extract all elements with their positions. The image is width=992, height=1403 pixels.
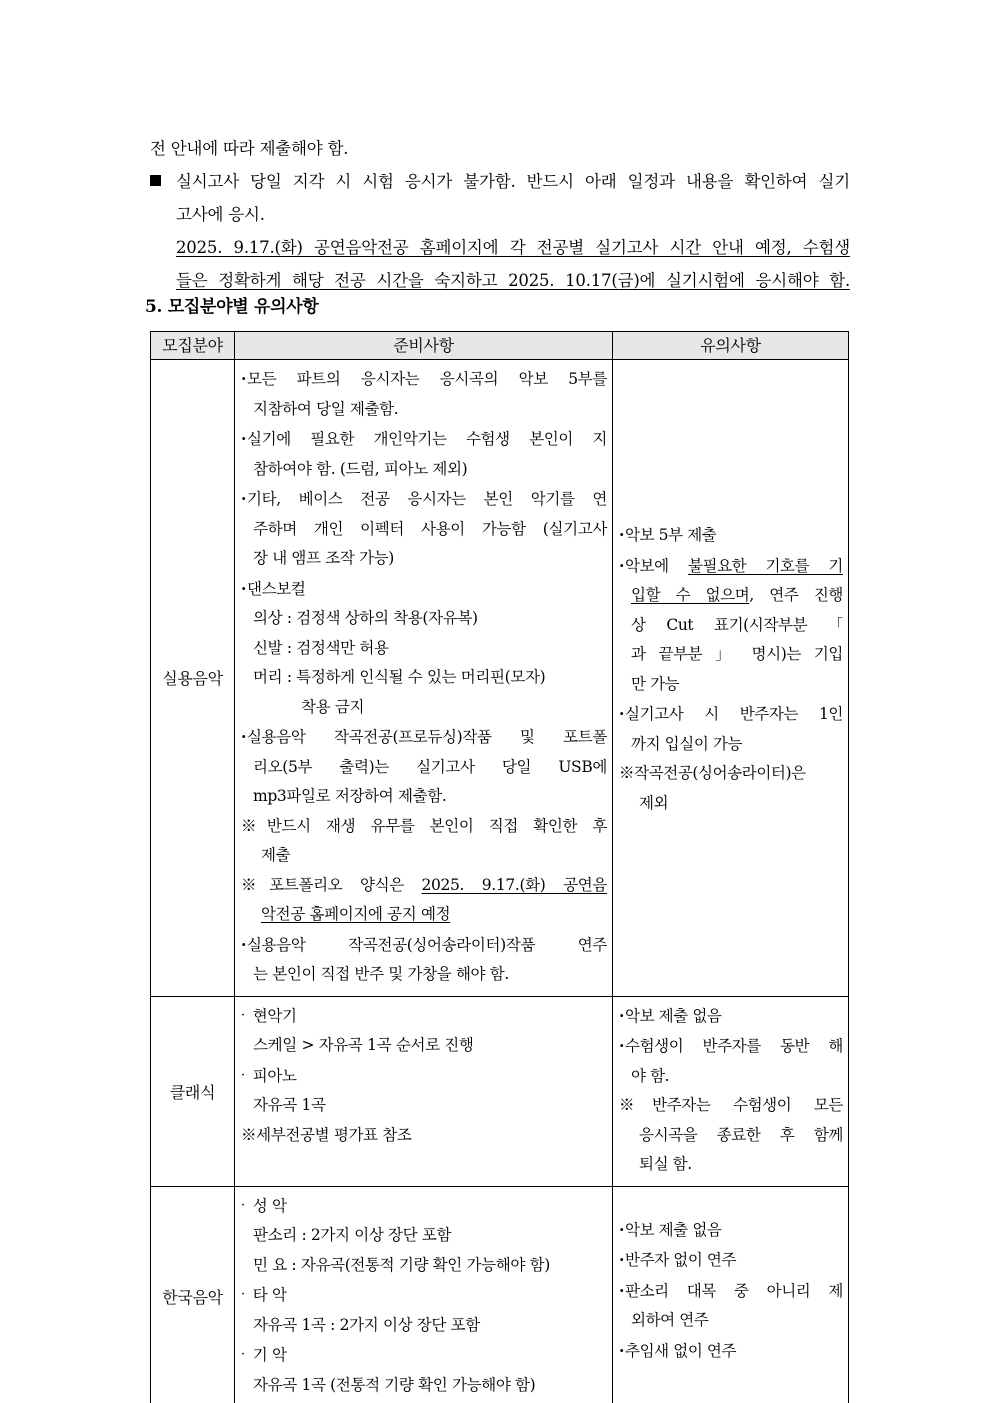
- note-0-9-line: [619, 789, 843, 819]
- note-2-1-line: [619, 1245, 843, 1276]
- note-0-7-text: 까지 입실이 가능: [631, 734, 743, 753]
- note-2-4-text: 추임새 없이 연주: [625, 1341, 737, 1360]
- prep-0-10-text: 머리 : 특정하게 인식될 수 있는 머리핀(모자): [253, 668, 546, 686]
- prep-2-6-text: 자유곡 1곡 (전통적 기량 확인 가능해야 함): [253, 1375, 536, 1394]
- note-1-3-line: [619, 1091, 843, 1121]
- prep-0-0-line: [241, 364, 607, 395]
- intro-bullet-line-1: 실시고사 당일 지각 시 시험 응시가 불가함. 반드시 아래 일정과 내용을 확인하여 실기: [176, 172, 850, 191]
- note-1-0-text: 악보 제출 없음: [625, 1006, 722, 1025]
- cell-preparation-0: [235, 360, 613, 997]
- note-0-1-text: 악보에: [625, 556, 688, 575]
- prep-0-7-line: [241, 574, 607, 605]
- prep-0-5-text: 주하며 개인 이펙터 사용이 가능함 (실기고사: [253, 519, 607, 538]
- prep-0-15-text: ※반드시 재생 유무를 본인이 직접 확인한 후: [241, 816, 607, 835]
- note-0-3-line: [619, 611, 843, 641]
- prep-2-5-text: 기 악: [252, 1346, 287, 1364]
- note-1-5-line: [619, 1150, 843, 1180]
- prep-0-20-line: [241, 960, 607, 990]
- prep-0-2-text: 실기에 필요한 개인악기는 수험생 본인이 지: [247, 430, 607, 448]
- prep-2-3-text: 타 악: [252, 1286, 287, 1304]
- prep-0-9-line: [241, 634, 607, 664]
- note-0-3-text: 상 Cut 표기(시작부분 「: [631, 615, 843, 634]
- prep-0-7-text: 댄스보컬: [247, 579, 306, 598]
- prep-0-19-line: [241, 930, 607, 961]
- note-0-8-line: [619, 759, 843, 789]
- note-1-4-text: 응시곡을 종료한 후 함께: [639, 1125, 843, 1144]
- note-0-0-text: 악보 5부 제출: [625, 526, 717, 544]
- square-bullet-icon: [150, 175, 161, 186]
- note-0-6-line: [619, 699, 843, 730]
- prep-0-6-line: [241, 544, 607, 574]
- prep-0-6-text: 장 내 앰프 조작 가능): [253, 549, 394, 567]
- note-0-8-text: ※작곡전공(싱어송라이터)은: [619, 764, 806, 782]
- prep-1-3-text: 자유곡 1곡: [253, 1096, 326, 1114]
- prep-2-1-text: 판소리 : 2가지 이상 장단 포함: [253, 1226, 452, 1244]
- prep-2-4-text: 자유곡 1곡 : 2가지 이상 장단 포함: [253, 1315, 480, 1334]
- prep-0-18-line: [241, 900, 607, 930]
- cell-field-1: 클래식: [151, 996, 235, 1186]
- prep-1-2-line: [241, 1061, 607, 1092]
- note-0-5-text: 만 가능: [631, 674, 680, 693]
- column-header-notes: 유의사항: [613, 332, 849, 360]
- prep-0-1-text: 지참하여 당일 제출함.: [253, 399, 399, 418]
- note-2-2-text: 판소리 대목 중 아니리 제: [625, 1281, 843, 1300]
- note-1-4-line: [619, 1121, 843, 1151]
- note-2-4-line: [619, 1336, 843, 1367]
- intro-underlined-line-2: 들은 정확하게 해당 전공 시간을 숙지하고 2025. 10.17(금)에 실기시험에 응시해야 함.: [176, 271, 850, 290]
- note-0-2-underlined-text: 입할 수 없으며: [631, 586, 750, 604]
- preparation-list-1: [235, 997, 612, 1157]
- intro-bullet-item: [150, 165, 850, 297]
- prep-0-13-line: [241, 753, 607, 783]
- note-0-1-underlined-text: 불필요한 기호를 기: [687, 556, 843, 575]
- section-heading: 5. 모집분야별 유의사항: [145, 297, 319, 317]
- prep-2-1-line: [241, 1221, 607, 1251]
- prep-0-11-text: 착용 금지: [301, 697, 365, 716]
- note-0-9-text: 제외: [639, 793, 669, 812]
- intro-bullet-line-2: 고사에 응시.: [176, 205, 265, 224]
- prep-1-1-line: [241, 1031, 607, 1061]
- prep-0-16-line: [241, 841, 607, 871]
- prep-1-0-line: [241, 1001, 607, 1032]
- note-0-4-text: 과 끝부분 」 명시)는 기입: [631, 645, 843, 663]
- note-2-3-text: 외하여 연주: [631, 1311, 709, 1329]
- note-1-2-line: [619, 1062, 843, 1092]
- prep-0-14-line: [241, 782, 607, 812]
- prep-0-8-line: [241, 604, 607, 634]
- note-0-1-line: [619, 551, 843, 582]
- note-0-6-text: 실기고사 시 반주자는 1인: [625, 705, 843, 723]
- prep-0-8-text: 의상 : 검정색 상하의 착용(자유복): [253, 609, 478, 627]
- preparation-list-0: [235, 360, 612, 996]
- prep-2-2-text: 민 요 : 자유곡(전통적 기량 확인 가능해야 함): [253, 1255, 550, 1274]
- prep-0-4-text: 기타, 베이스 전공 응시자는 본인 악기를 연: [247, 490, 607, 508]
- prep-2-6-line: [241, 1371, 607, 1401]
- note-2-1-text: 반주자 없이 연주: [625, 1251, 737, 1269]
- prep-2-0-text: 성 악: [252, 1196, 287, 1215]
- cell-field-2: 한국음악: [151, 1186, 235, 1403]
- prep-0-12-text: 실용음악 작곡전공(프로듀싱)작품 및 포트폴: [247, 728, 607, 746]
- column-header-preparation: 준비사항: [235, 332, 613, 360]
- prep-0-12-line: [241, 722, 607, 753]
- prep-1-4-line: [241, 1121, 607, 1151]
- preparation-list-2: [235, 1187, 612, 1403]
- prep-0-11-line: [241, 693, 607, 723]
- prep-1-1-text: 스케일 > 자유곡 1곡 순서로 진행: [253, 1036, 474, 1054]
- cell-field-0: 실용음악: [151, 360, 235, 997]
- note-2-2-line: [619, 1276, 843, 1307]
- prep-0-14-text: mp3파일로 저장하여 제출함.: [253, 787, 447, 805]
- requirements-table: [150, 331, 849, 1403]
- intro-continuation-line: 전 안내에 따라 제출해야 함.: [150, 139, 349, 158]
- prep-2-0-line: [241, 1191, 607, 1222]
- prep-1-0-text: 현악기: [252, 1006, 297, 1025]
- prep-0-0-text: 모든 파트의 응시자는 응시곡의 악보 5부를: [247, 370, 607, 388]
- note-1-5-text: 퇴실 함.: [639, 1155, 692, 1173]
- note-2-0-text: 악보 제출 없음: [625, 1220, 722, 1239]
- cell-notes-1: [613, 996, 849, 1186]
- prep-0-18-underlined-text: 악전공 홈페이지에 공지 예정: [261, 905, 451, 923]
- prep-0-9-text: 신발 : 검정색만 허용: [253, 638, 389, 657]
- prep-0-5-line: [241, 515, 607, 545]
- intro-underlined-line-1: 2025. 9.17.(화) 공연음악전공 홈페이지에 각 전공별 실기고사 시간 안내 예정, 수험생: [176, 238, 850, 257]
- note-0-4-line: [619, 640, 843, 670]
- note-0-0-line: [619, 520, 843, 551]
- prep-2-4-line: [241, 1311, 607, 1341]
- note-1-2-text: 야 함.: [631, 1066, 670, 1085]
- prep-0-17-underlined-text: 2025. 9.17.(화) 공연음: [421, 875, 607, 894]
- note-2-3-line: [619, 1306, 843, 1336]
- prep-1-3-line: [241, 1091, 607, 1121]
- notes-list-1: [613, 997, 848, 1186]
- note-0-2-line: [619, 581, 843, 611]
- table-row: [151, 360, 849, 997]
- table-row: [151, 996, 849, 1186]
- note-1-0-line: [619, 1001, 843, 1032]
- prep-2-5-line: [241, 1340, 607, 1371]
- note-0-2-text: , 연주 진행: [749, 586, 843, 604]
- prep-0-2-line: [241, 424, 607, 455]
- note-1-3-text: ※반주자는 수험생이 모든: [619, 1096, 843, 1114]
- note-1-1-line: [619, 1031, 843, 1062]
- prep-0-17-line: [241, 871, 607, 901]
- notes-list-0: [613, 360, 848, 824]
- table-row: [151, 1186, 849, 1403]
- prep-0-13-text: 리오(5부 출력)는 실기고사 당일 USB에: [253, 757, 607, 776]
- note-2-0-line: [619, 1215, 843, 1246]
- prep-0-16-text: 제출: [261, 846, 291, 864]
- prep-0-3-text: 참하여야 함. (드럼, 피아노 제외): [253, 459, 468, 478]
- table-header-row: [151, 332, 849, 360]
- prep-0-4-line: [241, 484, 607, 515]
- prep-0-10-line: [241, 663, 607, 693]
- cell-notes-2: [613, 1186, 849, 1403]
- column-header-field: 모집분야: [151, 332, 235, 360]
- cell-notes-0: [613, 360, 849, 997]
- prep-2-3-line: [241, 1280, 607, 1311]
- prep-1-4-text: ※세부전공별 평가표 참조: [241, 1125, 412, 1144]
- note-0-5-line: [619, 670, 843, 700]
- note-1-1-text: 수험생이 반주자를 동반 해: [625, 1037, 843, 1055]
- intro-block: [150, 132, 850, 297]
- notes-list-2: [613, 1187, 848, 1373]
- prep-0-1-line: [241, 395, 607, 425]
- prep-0-15-line: [241, 812, 607, 842]
- table-body: [151, 360, 849, 1403]
- prep-0-20-text: 는 본인이 직접 반주 및 가창을 해야 함.: [253, 965, 509, 983]
- cell-preparation-2: [235, 1186, 613, 1403]
- prep-0-17-text: ※포트폴리오 양식은: [241, 875, 422, 894]
- cell-preparation-1: [235, 996, 613, 1186]
- prep-1-2-text: 피아노: [252, 1066, 297, 1085]
- note-0-7-line: [619, 730, 843, 760]
- prep-0-3-line: [241, 455, 607, 485]
- prep-0-19-text: 실용음악 작곡전공(싱어송라이터)작품 연주: [247, 935, 607, 954]
- prep-2-2-line: [241, 1251, 607, 1281]
